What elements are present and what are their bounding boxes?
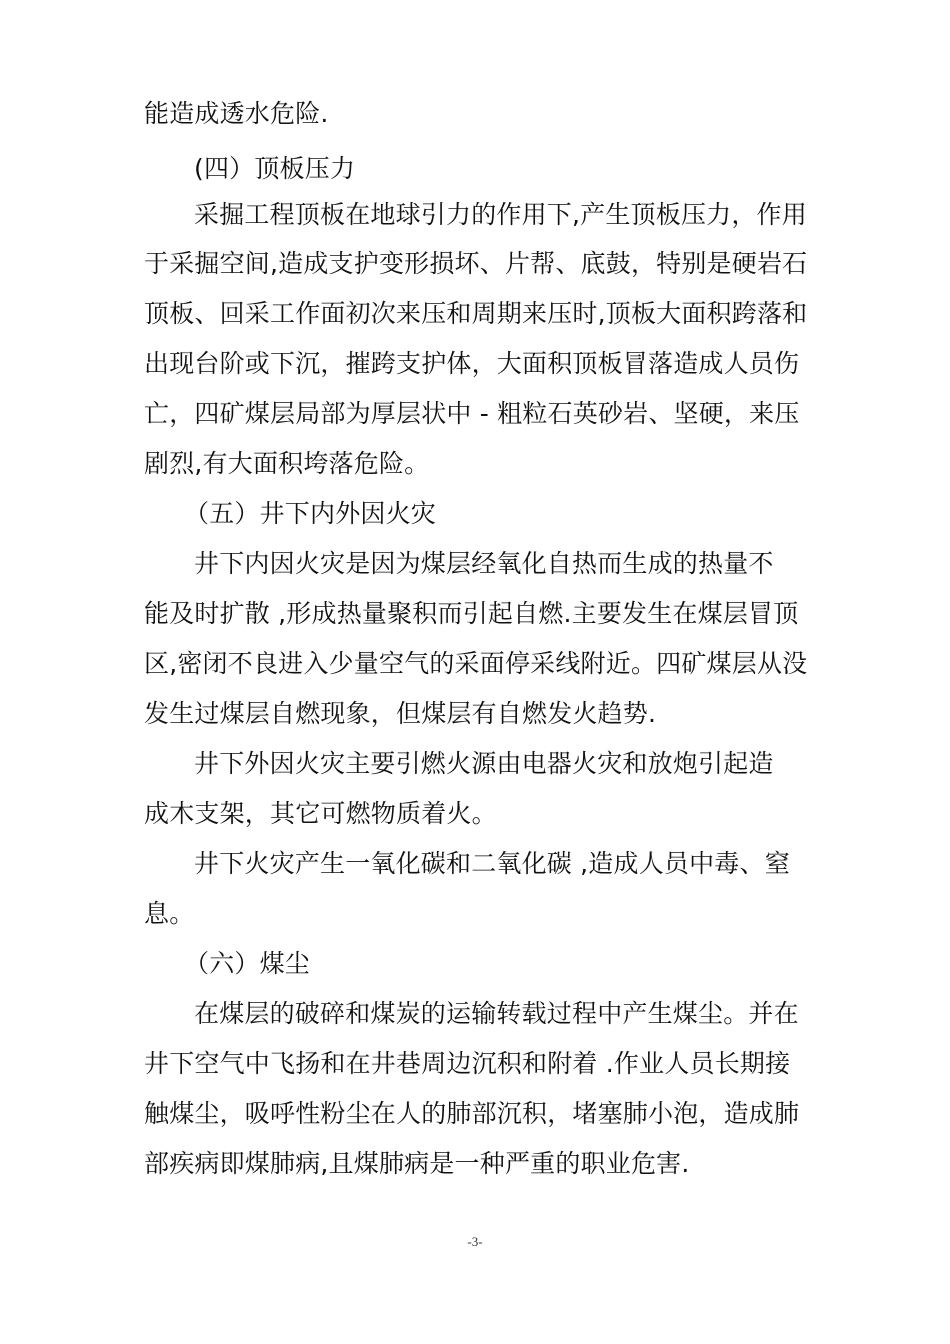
body-text-line: 亡，四矿煤层局部为厚层状中 - 粗粒石英砂岩、坚硬，来压 xyxy=(144,399,800,428)
body-text-line: 井下空气中飞扬和在井巷周边沉积和附着 .作业人员长期接 xyxy=(144,1049,791,1078)
body-text-line: 能造成透水危险. xyxy=(144,99,329,128)
body-text-line: 顶板、回采工作面初次来压和周期来压时,顶板大面积跨落和 xyxy=(144,299,808,328)
body-text-line: 井下火灾产生一氧化碳和二氧化碳 ,造成人员中毒、窒 xyxy=(194,849,790,878)
section-heading: （六）煤尘 xyxy=(184,949,311,978)
body-text-line: 采掘工程顶板在地球引力的作用下,产生顶板压力，作用 xyxy=(194,200,807,229)
body-text-line: 井下外因火灾主要引燃火源由电器火灾和放炮引起造 xyxy=(194,749,774,778)
body-text-line: 能及时扩散 ,形成热量聚积而引起自燃.主要发生在煤层冒顶 xyxy=(144,599,799,628)
body-text-line: 发生过煤层自燃现象，但煤层有自燃发火趋势. xyxy=(144,699,657,728)
body-text-line: 出现台阶或下沉，摧跨支护体，大面积顶板冒落造成人员伤 xyxy=(144,349,800,378)
body-text-line: 于采掘空间,造成支护变形损坏、片帮、底鼓，特别是硬岩石 xyxy=(144,249,808,278)
body-text-line: 成木支架，其它可燃物质着火。 xyxy=(144,799,497,828)
body-text-line: 区,密闭不良进入少量空气的采面停采线附近。四矿煤层从没 xyxy=(144,649,808,678)
section-heading: (四）顶板压力 xyxy=(194,154,356,183)
body-text-line: 在煤层的破碎和煤炭的运输转载过程中产生煤尘。并在 xyxy=(194,999,799,1028)
body-text-line: 井下内因火灾是因为煤层经氧化自热而生成的热量不 xyxy=(194,549,774,578)
body-text-line: 部疾病即煤肺病,且煤肺病是一种严重的职业危害. xyxy=(144,1149,690,1178)
body-text-line: 息。 xyxy=(144,899,195,928)
section-heading: （五）井下内外因火灾 xyxy=(184,499,437,528)
page-number: -3- xyxy=(467,1234,483,1249)
body-text-line: 剧烈,有大面积垮落危险。 xyxy=(144,449,430,478)
body-text-line: 触煤尘，吸呼性粉尘在人的肺部沉积，堵塞肺小泡，造成肺 xyxy=(144,1099,800,1128)
